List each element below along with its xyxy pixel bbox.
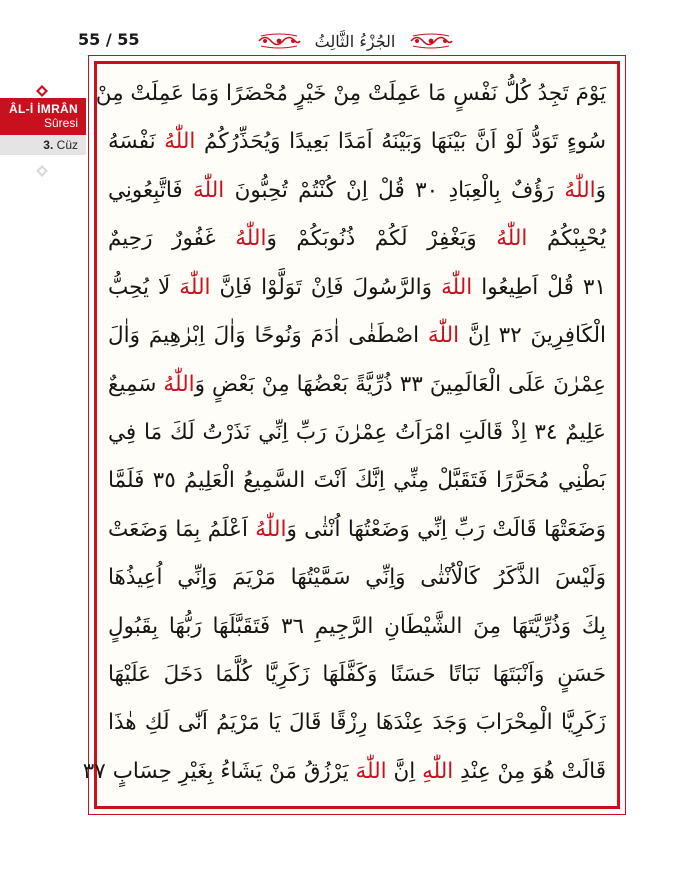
text-line: حَسَنٍ وَاَنْبَتَهَا نَبَاتًا حَسَنًا وَكَفَّلَهَا زَكَرِيَّا كُلَّمَا دَخَلَ عَلَيْهَا <box>108 662 606 688</box>
ornament-right-icon <box>409 33 453 49</box>
surah-side-tab <box>0 98 86 155</box>
text-line: وَاللّٰهُ رَؤُفٌ بِالْعِبَادِ ٣٠ قُلْ اِنْ كُنْتُمْ تُحِبُّونَ اللّٰهَ فَاتَّبِعُونِي <box>108 177 606 203</box>
diamond-marker-bottom-icon <box>36 162 48 174</box>
allah-word: اللّٰهَ <box>441 274 473 300</box>
text-line: سُوءٍ تَوَدُّ لَوْ اَنَّ بَيْنَهَا وَبَيْنَهُ اَمَدًا بَعِيدًا وَيُحَذِّرُكُمُ اللّٰهُ نَفْسَهُ <box>108 129 606 155</box>
ornament-left-icon <box>257 33 301 49</box>
text-line: بَطْنِي مُحَرَّرًا فَتَقَبَّلْ مِنِّي اِنَّكَ اَنْتَ السَّمِيعُ الْعَلِيمُ ٣٥ فَلَمَّا <box>108 468 606 494</box>
quran-text-area <box>82 70 614 802</box>
allah-word: اللّٰهِ <box>422 758 454 784</box>
juz-label: Cüz <box>56 138 78 152</box>
allah-word: اللّٰهُ <box>564 177 596 203</box>
allah-word: اللّٰهُ <box>163 371 195 397</box>
text-line: ٣١ قُلْ اَطِيعُوا اللّٰهَ وَالرَّسُولَ فَاِنْ تَوَلَّوْا فَاِنَّ اللّٰهَ لَا يُحِبُّ <box>108 274 607 300</box>
allah-word: اللّٰهَ <box>179 274 211 300</box>
allah-word: اللّٰهُ <box>235 226 267 252</box>
juz-label-box <box>0 135 86 155</box>
allah-word: اللّٰهُ <box>496 226 528 252</box>
allah-word: اللّٰهُ <box>164 129 196 155</box>
surah-label-box <box>0 98 86 135</box>
diamond-marker-icon <box>36 82 48 94</box>
allah-word: اللّٰهَ <box>355 758 387 784</box>
text-line: وَضَعَتْهَا قَالَتْ رَبِّ اِنِّي وَضَعْتُهَا اُنْثٰى وَاللّٰهُ اَعْلَمُ بِمَا وَضَعَتْ <box>108 516 606 542</box>
juz-title: الجُزْءُ الثَّالِثُ <box>314 31 396 51</box>
juz-number: 3. <box>43 138 54 152</box>
text-line: يَوْمَ تَجِدُ كُلُّ نَفْسٍ مَا عَمِلَتْ مِنْ خَيْرٍ مُحْضَرًا وَمَا عَمِلَتْ مِنْ <box>95 81 606 106</box>
allah-word: اللّٰهُ <box>255 516 287 542</box>
page-number: 55 / 55 <box>78 30 140 49</box>
text-line: يُحْبِبْكُمُ اللّٰهُ وَيَغْفِرْ لَكُمْ ذُنُوبَكُمْ وَاللّٰهُ غَفُورٌ رَحِيمٌ <box>108 226 606 252</box>
surah-name: ÂL-İ İMRÂN <box>9 102 78 116</box>
allah-word: اللّٰهَ <box>427 323 460 349</box>
text-line: عَلِيمٌ ٣٤ اِذْ قَالَتِ امْرَاَتُ عِمْرٰنَ رَبِّ اِنِّي نَذَرْتُ لَكَ مَا فِي <box>108 419 607 445</box>
text-line: قَالَتْ هُوَ مِنْ عِنْدِ اللّٰهِ اِنَّ اللّٰهَ يَرْزُقُ مَنْ يَشَاءُ بِغَيْرِ حِسَابٍ ٣٧ <box>82 758 606 784</box>
text-line: زَكَرِيَّا الْمِحْرَابَ وَجَدَ عِنْدَهَا رِزْقًا قَالَ يَا مَرْيَمُ اَنّٰى لَكِ هٰذَا <box>108 710 606 736</box>
text-line: عِمْرٰنَ عَلَى الْعَالَمِينَ ٣٣ ذُرِّيَّةً بَعْضُهَا مِنْ بَعْضٍ وَاللّٰهُ سَمِيعٌ <box>108 371 606 397</box>
juz-header <box>210 26 500 56</box>
allah-word: اللّٰهَ <box>193 177 225 203</box>
text-line: بِكَ وَذُرِّيَّتَهَا مِنَ الشَّيْطَانِ الرَّجِيمِ ٣٦ فَتَقَبَّلَهَا رَبُّهَا بِقَبُولٍ <box>108 613 606 639</box>
surah-suffix: Sûresi <box>43 116 78 130</box>
text-line: الْكَافِرِينَ ٣٢ اِنَّ اللّٰهَ اصْطَفٰى اٰدَمَ وَنُوحًا وَاٰلَ اِبْرٰهِيمَ وَاٰلَ <box>108 323 606 349</box>
text-line: وَلَيْسَ الذَّكَرُ كَالْاُنْثٰى وَاِنِّي سَمَّيْتُهَا مَرْيَمَ وَاِنِّي اُعِيذُهَا <box>108 565 606 591</box>
